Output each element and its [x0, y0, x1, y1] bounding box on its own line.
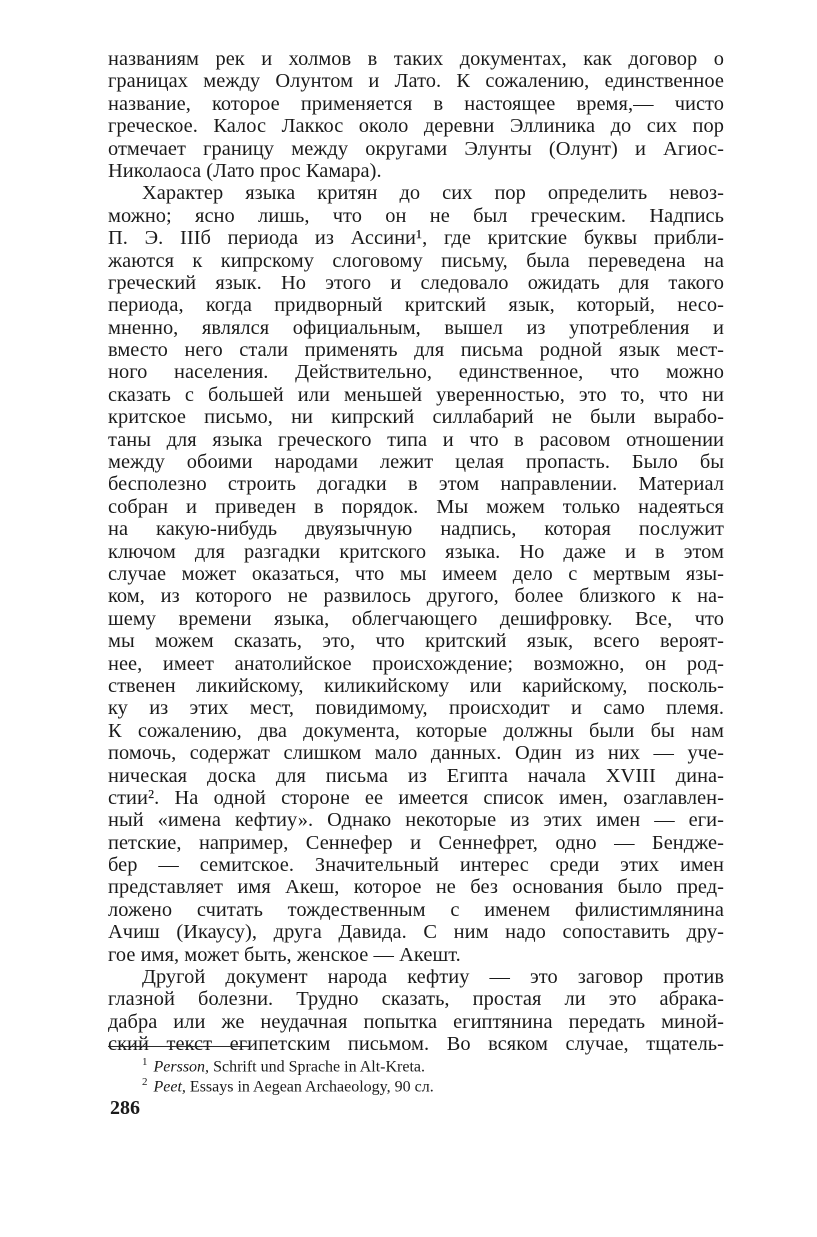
text-line: Ачиш (Икаусу), друга Давида. С ним надо сопоставить дру-: [108, 921, 724, 944]
text-line: ку из этих мест, повидимому, происходит и само племя.: [108, 697, 724, 720]
footnote-1: [108, 1052, 724, 1076]
text-line: шему времени языка, облегчающего дешифровку. Все, что: [108, 607, 724, 630]
text-line: мненно, являлся официальным, вышел из употребления и: [108, 316, 724, 339]
footnote-text: Essays in Aegean Archaeology, 90 сл.: [189, 1078, 434, 1096]
text-line: мы можем сказать, это, что критский язык, всего вероят-: [108, 630, 724, 653]
text-line: петские, например, Сеннефер и Сеннефрет, одно — Бендже-: [108, 831, 724, 854]
text-line: периода, когда придворный критский язык, который, несо-: [108, 294, 724, 317]
page-number: 286: [110, 1097, 140, 1119]
footnote-author: Persson,: [153, 1058, 210, 1076]
text-line: Николаоса (Лато прос Камара).: [108, 159, 382, 182]
text-line: таны для языка греческого типа и что в расовом отношении: [108, 428, 724, 451]
text-line: на какую-нибудь двуязычную надпись, которая послужит: [108, 518, 724, 541]
text-line: гое имя, может быть, женское — Акешт.: [108, 943, 461, 966]
text-line: представляет имя Акеш, которое не без основания было пред-: [108, 876, 724, 899]
footnote-number: 1: [142, 1056, 148, 1068]
text-line: между обоими народами лежит целая пропасть. Было бы: [108, 451, 724, 474]
text-line: ключом для разгадки критского языка. Но даже и в этом: [108, 540, 724, 563]
text-line: глазной болезни. Трудно сказать, простая ли это абрака-: [108, 988, 724, 1011]
footnote-author: Peet,: [153, 1078, 186, 1096]
text-line: ственен ликийскому, киликийскому или карийскому, посколь-: [108, 674, 724, 697]
text-line: К сожалению, два документа, которые должны были бы нам: [108, 719, 724, 742]
text-line: помочь, содержат слишком мало данных. Один из них — уче-: [108, 742, 724, 765]
footnote-2: [108, 1072, 724, 1096]
text-line: греческий язык. Но этого и следовало ожидать для такого: [108, 271, 724, 294]
text-line: ский текст египетским письмом. Во всяком случае, тщатель-: [108, 1033, 724, 1056]
text-line: собран и приведен в порядок. Мы можем только надеяться: [108, 495, 724, 518]
text-line: сказать с большей или меньшей уверенностью, это то, что ни: [108, 383, 724, 406]
text-line: бер — семитское. Значительный интерес среди этих имен: [108, 854, 724, 877]
text-line: вместо него стали применять для письма родной язык мест-: [108, 339, 724, 362]
text-line: Характер языка критян до сих пор определить невоз-: [142, 182, 724, 205]
text-line: жаются к кипрскому слоговому письму, была переведена на: [108, 249, 724, 272]
footnotes: [108, 1052, 724, 1096]
text-line: греческое. Калос Лаккос около деревни Эллиника до сих пор: [108, 115, 724, 138]
text-line: ническая доска для письма из Египта начала XVIII дина-: [108, 764, 724, 787]
text-line: случае может оказаться, что мы имеем дело с мертвым язы-: [108, 562, 724, 585]
text-line: можно; ясно лишь, что он не был греческим. Надпись: [108, 204, 724, 227]
text-line: дабра или же неудачная попытка египтянина передать миной-: [108, 1010, 724, 1033]
text-line: названиям рек и холмов в таких документах, как договор о: [108, 48, 724, 70]
text-line: бесполезно строить догадки в этом направлении. Материал: [108, 473, 724, 496]
text-line: Другой документ народа кефтиу — это заговор против: [142, 966, 724, 989]
text-line: ком, из которого не развилось другого, более близкого к на-: [108, 585, 724, 608]
text-line: критское письмо, ни кипрский силлабарий не были вырабо-: [108, 406, 724, 429]
footnote-text: Schrift und Sprache in Alt-Kreta.: [213, 1058, 426, 1076]
text-line: отмечает границу между округами Элунты (Олунт) и Агиос-: [108, 137, 724, 160]
body-text: [108, 48, 724, 1056]
text-line: П. Э. IIIб периода из Ассини¹, где критские буквы прибли-: [108, 227, 724, 250]
text-line: стии². На одной стороне ее имеется список имен, озаглавлен-: [108, 786, 724, 809]
text-line: ного населения. Действительно, единственное, что можно: [108, 361, 724, 384]
text-line: ный «имена кефтиу». Однако некоторые из этих имен — еги-: [108, 809, 724, 832]
text-line: ложено считать тождественным с именем филистимлянина: [108, 898, 724, 921]
text-line: границах между Олунтом и Лато. К сожалению, единственное: [108, 70, 724, 93]
footnote-number: 2: [142, 1076, 148, 1088]
footnote-rule: [108, 1046, 250, 1047]
text-line: название, которое применяется в настоящее время,— чисто: [108, 92, 724, 115]
text-line: нее, имеет анатолийское происхождение; возможно, он род-: [108, 652, 724, 675]
